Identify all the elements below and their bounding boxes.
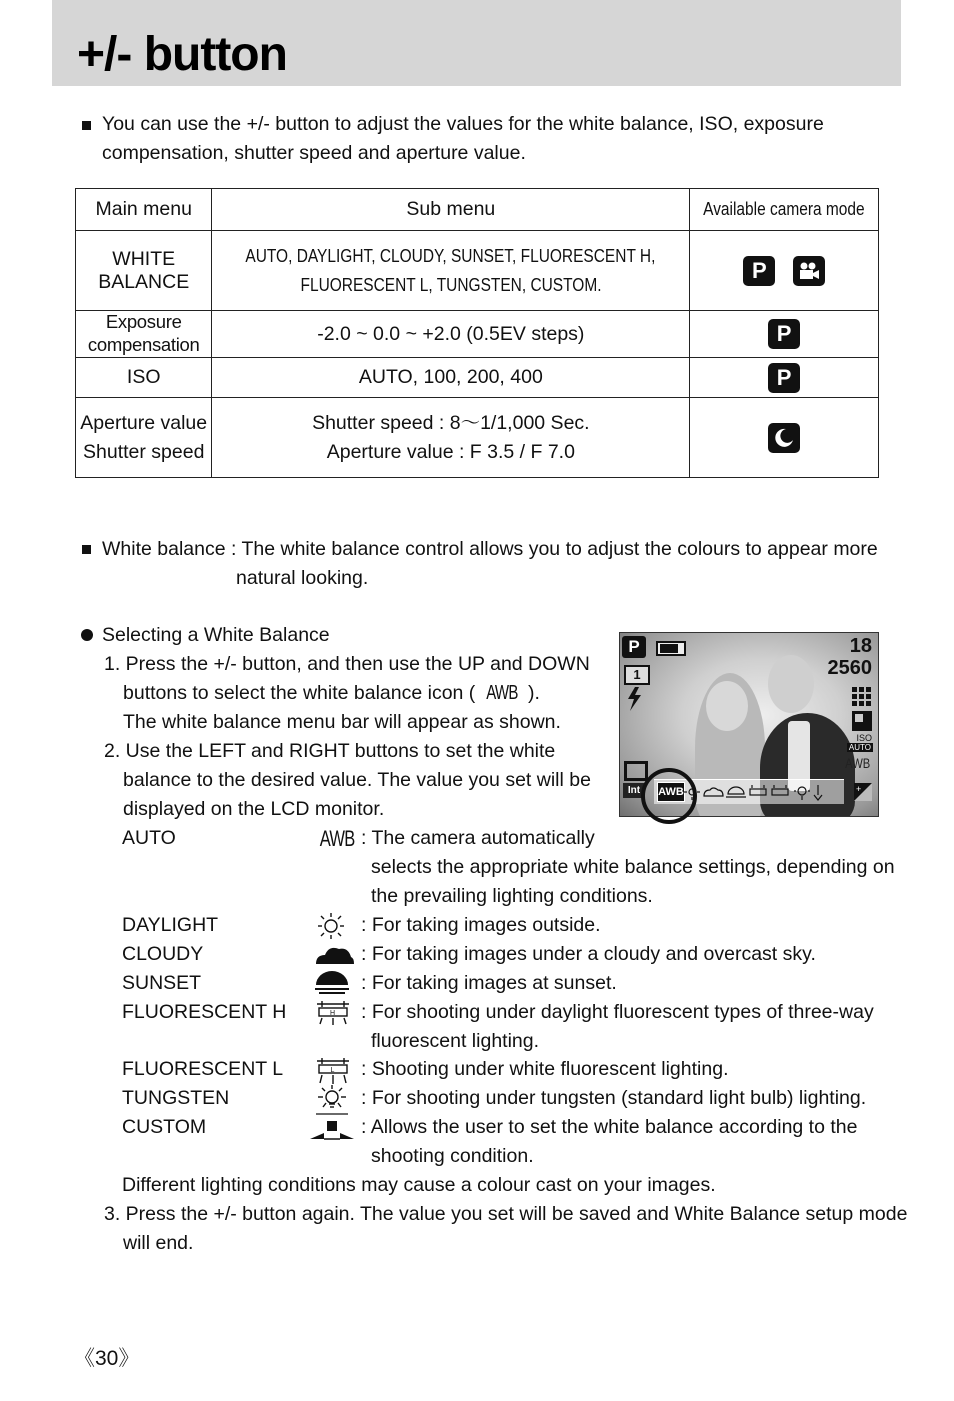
step1-line-3: The white balance menu bar will appear as shown.	[123, 711, 561, 733]
groom-face	[768, 655, 814, 713]
lcd-awb-selected: AWB	[657, 782, 685, 802]
menu-table	[75, 188, 879, 478]
page-title: +/- button	[77, 28, 287, 81]
battery-icon	[656, 641, 686, 656]
page-number: 《30》	[74, 1347, 140, 1370]
wb-mode-name: CUSTOM	[122, 1116, 207, 1138]
exposure-compensation-icon	[854, 783, 872, 801]
row-modes	[690, 231, 879, 311]
wb-mode-desc: : Allows the user to set the white balance according to the	[361, 1116, 858, 1138]
selecting-heading: Selecting a White Balance	[102, 624, 330, 646]
wb-mode-desc: : The camera automatically	[361, 827, 595, 849]
bullet-dot	[81, 629, 93, 641]
svg-text:+: +	[856, 784, 862, 794]
wb-intro-line-2: natural looking.	[236, 567, 369, 589]
row-main: Exposure compensation	[76, 311, 212, 358]
row-sub: Shutter speed : 8～1/1,000 Sec. Aperture value : F 3.5 / F 7.0	[212, 398, 690, 478]
table-row	[76, 231, 879, 311]
night-scene-mode-icon	[768, 423, 800, 453]
row-modes	[690, 311, 879, 358]
wb-mode-desc: : For taking images outside.	[361, 914, 601, 936]
quality-icon	[852, 687, 872, 707]
wb-mode-desc: shooting condition.	[371, 1145, 534, 1167]
sunset-icon	[314, 970, 350, 996]
table-row	[76, 311, 879, 358]
lcd-iso-value: AUTO	[848, 743, 871, 752]
wb-mode-desc: : For taking images under a cloudy and overcast sky.	[361, 943, 816, 965]
bride-face	[706, 681, 748, 731]
intro-line-1: You can use the +/- button to adjust the values for the white balance, ISO, exposure	[102, 113, 824, 135]
fluorescent-l-icon	[316, 1057, 350, 1085]
wb-mode-name: CLOUDY	[122, 943, 204, 965]
wb-mode-name: FLUORESCENT H	[122, 1001, 287, 1023]
metering-icon	[852, 711, 872, 731]
intro-line-2: compensation, shutter speed and aperture value.	[102, 142, 526, 164]
movie-mode-icon	[793, 256, 825, 286]
awb-icon: AWB	[319, 826, 355, 851]
wb-mode-name: FLUORESCENT L	[122, 1058, 284, 1080]
wb-mode-desc: : For shooting under daylight fluorescent types of three-way	[361, 1001, 874, 1023]
step2-line-3: displayed on the LCD monitor.	[123, 798, 385, 820]
header-main-menu: Main menu	[76, 189, 212, 231]
wb-mode-desc: selects the appropriate white balance settings, depending on	[371, 856, 895, 878]
lighting-note: Different lighting conditions may cause a colour cast on your images.	[122, 1174, 716, 1196]
row-sub: AUTO, 100, 200, 400	[212, 358, 690, 398]
cloudy-icon	[314, 942, 354, 966]
step2-line-1: 2. Use the LEFT and RIGHT buttons to set the white	[104, 740, 556, 762]
step3-line-2: will end.	[123, 1232, 194, 1254]
svg-text:L: L	[330, 1067, 335, 1074]
wb-mode-name: AUTO	[122, 827, 176, 849]
table-row	[76, 358, 879, 398]
wb-mode-desc: : For shooting under tungsten (standard light bulb) lighting.	[361, 1087, 867, 1109]
lcd-resolution: 2560	[827, 657, 872, 679]
wb-mode-name: DAYLIGHT	[122, 914, 219, 936]
table-header-row	[76, 189, 879, 231]
row-main: WHITE BALANCE	[76, 231, 212, 311]
wb-mode-desc: the prevailing lighting conditions.	[371, 885, 653, 907]
lcd-frame-icon: 1	[624, 665, 650, 685]
row-main: Aperture value Shutter speed	[76, 398, 212, 478]
focus-frame-icon	[624, 761, 648, 781]
wb-mode-name: SUNSET	[122, 972, 202, 994]
fluorescent-h-icon	[316, 1000, 350, 1026]
table-row	[76, 398, 879, 478]
program-mode-icon: P	[743, 256, 775, 286]
row-modes	[690, 398, 879, 478]
lcd-awb-indicator: AWB	[844, 755, 870, 771]
wb-mode-name: TUNGSTEN	[122, 1087, 230, 1109]
step1-line-2: buttons to select the white balance icon ( AWB ).	[123, 679, 540, 708]
row-modes	[690, 358, 879, 398]
header-sub-menu: Sub menu	[212, 189, 690, 231]
lcd-shots-remaining: 18	[849, 635, 872, 657]
lcd-iso-label: ISO	[856, 733, 872, 743]
program-mode-icon: P	[768, 363, 800, 393]
wb-mode-desc: : Shooting under white fluorescent lighting.	[361, 1058, 729, 1080]
wb-intro-line-1: White balance : The white balance control allows you to adjust the colours to appear more	[102, 538, 878, 560]
wb-mode-desc: fluorescent lighting.	[371, 1030, 540, 1052]
bullet-square	[82, 121, 91, 130]
daylight-icon	[316, 912, 346, 940]
row-main: ISO	[76, 358, 212, 398]
tungsten-icon	[315, 1084, 349, 1116]
lcd-int-memory-icon: Int	[623, 783, 645, 798]
step1-line-1: 1. Press the +/- button, and then use the UP and DOWN	[104, 653, 590, 675]
program-mode-icon: P	[768, 319, 800, 349]
custom-icon	[310, 1118, 354, 1140]
step3-line-1: 3. Press the +/- button again. The value you set will be saved and White Balance setup mode	[104, 1203, 908, 1225]
row-sub: AUTO, DAYLIGHT, CLOUDY, SUNSET, FLUORESCENT H, FLUORESCENT L, TUNGSTEN, CUSTOM.	[212, 231, 690, 311]
lcd-program-mode-icon: P	[622, 636, 646, 658]
flash-auto-icon	[626, 687, 644, 711]
row-sub: -2.0 ~ 0.0 ~ +2.0 (0.5EV steps)	[212, 311, 690, 358]
awb-highlight-ring	[641, 768, 697, 824]
svg-text:H: H	[330, 1010, 336, 1017]
wb-mode-desc: : For taking images at sunset.	[361, 972, 617, 994]
wb-menu-icons	[684, 781, 844, 803]
awb-icon: AWB	[485, 682, 518, 704]
header-available-mode: Available camera mode	[690, 189, 879, 231]
bullet-square	[82, 545, 91, 554]
step2-line-2: balance to the desired value. The value you set will be	[123, 769, 591, 791]
